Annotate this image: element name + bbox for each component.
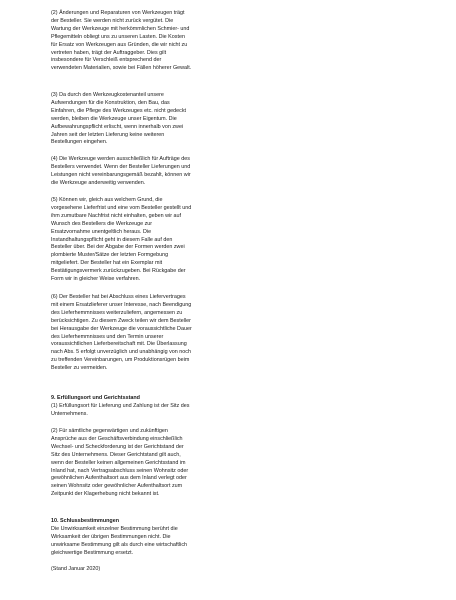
text-line: Wunsch des Bestellers die Werkzeuge zur (51, 220, 153, 227)
text-line: wenn der Besteller keinen allgemeinen Gerichtsstand im (51, 459, 186, 466)
text-line: Bestellers verwendet. Wenn der Besteller Lieferungen und (51, 163, 191, 170)
text-line: Wirksamkeit der übrigen Bestimmungen nicht. Die (51, 533, 171, 540)
text-line: Bestätigungsvermerk zurückzugeben. Bei Rückgabe der (51, 268, 186, 275)
paragraph-3-tool-ownership (51, 92, 286, 147)
text-line: Ersatzvornahme unentgeltlich heraus. Die (51, 228, 152, 235)
text-line: vertreten haben, trägt der Auftraggeber. Dies gilt (51, 49, 167, 56)
text-line: Jahren seit der letzten Lieferung keine weiteren (51, 131, 165, 138)
text-line: Wartung der Werkzeuge mit herkömmlichen Schmier- und (51, 25, 190, 32)
text-line: (Stand Januar 2020) (51, 566, 101, 572)
text-line: Einfahren, die Pflege des Werkzeuges etc. nicht gedeckt (51, 107, 187, 114)
section-10-final-provisions (51, 518, 286, 558)
text-line: Form wir in gleicher Weise verfahren. (51, 276, 141, 283)
text-line: vorgesehene Lieferfrist und eine vom Besteller gestellt und (51, 204, 192, 211)
text-line: des Lieferhemmnisses weiterzuliefern, angemessen zu (51, 309, 183, 316)
text-line: Inland hat, nach Vertragsabschluss seinen Wohnsitz oder (51, 467, 189, 474)
paragraph-4-tool-usage (51, 156, 286, 188)
text-line: Besteller über. Bei der Abgabe der Formen werden zwei (51, 244, 185, 251)
text-line: die Werkzeuge anderweitig verwenden. (51, 179, 146, 186)
section-9-place-of-performance (51, 395, 286, 419)
text-line: werden, bleiben die Werkzeuge unser Eigentum. Die (51, 115, 177, 122)
text-line: Pflegemitteln obliegt uns zu unseren Lasten. Die Kosten (51, 33, 185, 40)
text-line: Die Unwirksamkeit einzelner Bestimmung berührt die (51, 525, 178, 532)
text-line: (2) Änderungen und Reparaturen von Werkzeugen trägt (51, 10, 185, 16)
text-line: (6) Der Besteller hat bei Abschluss eines Liefervertrages (51, 294, 186, 300)
text-line: (3) Da durch den Werkzeugkostenanteil unsere (51, 92, 164, 98)
text-line: Instandhaltungspflicht geht in diesem Falle auf den (51, 236, 173, 243)
text-line: unwirksame Bestimmung gilt als durch eine wirtschaftlich (51, 541, 188, 548)
text-line: (4) Die Werkzeuge werden ausschließlich für Aufträge des (51, 156, 190, 162)
text-line: (5) Können wir, gleich aus welchem Grund, die (51, 197, 163, 203)
section-heading: 9. Erfüllungsort und Gerichtsstand (51, 395, 140, 401)
text-line: gleichwertige Bestimmung ersetzt. (51, 549, 134, 556)
text-line: zu treffenden Vereinbarungen, um Produktionsrügen beim (51, 357, 190, 364)
text-line: Bestellungen eingehen. (51, 139, 108, 146)
text-line: voraussichtlichen Lieferbereitschaft mit. Die Überlassung (51, 341, 187, 348)
section-heading: 10. Schlussbestimmungen (51, 518, 120, 524)
text-line: Besteller zu vermeiden. (51, 365, 108, 372)
text-line: mit einem Ersatzlieferer unser Interesse, nach Beendigung (51, 301, 192, 308)
text-line: insbesondere für Verschleiß entsprechend der (51, 57, 162, 64)
text-line: Ansprüche aus der Geschäftsverbindung einschließlich (51, 435, 183, 442)
paragraph-5-delivery-delay (51, 197, 286, 284)
text-line: mitgeliefert. Der Besteller hat ein Exemplar mit (51, 260, 163, 267)
text-line: Sitz des Unternehmens. Dieser Gerichtstand gilt auch, (51, 451, 181, 458)
paragraph-6-substitute-supplier (51, 294, 286, 373)
text-line: der Besteller. Sie werden nicht zurück vergütet. Die (51, 17, 174, 24)
text-line: plombierte Muster/Sätze der letzten Formgebung (51, 252, 169, 259)
text-line: Zeitpunkt der Klagerhebung nicht bekannt ist. (51, 491, 160, 498)
section-9-paragraph-2-jurisdiction (51, 428, 286, 499)
paragraph-2-tools-repairs (51, 10, 286, 73)
text-line: Aufwendungen für die Konstruktion, den Bau, das (51, 99, 170, 106)
text-line: Aufbewahrungspflicht erlischt, wenn innerhalb von zwei (51, 123, 184, 130)
text-line: nach Abs. 5 erfolgt unverzüglich und unabhängig von noch (51, 349, 191, 356)
text-line: Unternehmens. (51, 410, 88, 417)
text-line: (2) Für sämtliche gegenwärtigen und zukünftigen (51, 428, 168, 434)
text-line: seinen Wohnsitz oder gewöhnlicher Aufenthaltsort zum (51, 483, 183, 490)
text-line: Wechsel- und Scheckforderung ist der Gerichtstand der (51, 443, 184, 450)
text-line: des Lieferhemmnisses und den Termin unserer (51, 333, 164, 340)
text-line: für Ersatz von Werkzeugen aus Gründen, die wir nicht zu (51, 41, 188, 48)
text-line: Leistungen nicht vereinbarungsgemäß bezahlt, können wir (51, 171, 191, 178)
text-line: ihm zumutbare Nachfrist nicht einhalten, geben wir auf (51, 212, 182, 219)
text-line: berücksichtigen. Zu diesem Zweck teilen wir dem Besteller (51, 317, 191, 324)
revision-date (51, 566, 286, 574)
text-line: gewöhnlichen Aufenthaltsort aus dem Inland verlegt oder (51, 475, 187, 482)
text-line: bei Herausgabe der Werkzeuge die voraussichtliche Dauer (51, 325, 192, 332)
text-line: (1) Erfüllungsort für Lieferung und Zahlung ist der Sitz des (51, 402, 190, 409)
text-line: verwendeten Materialien, sowie bei Fällen höherer Gewalt. (51, 65, 192, 72)
